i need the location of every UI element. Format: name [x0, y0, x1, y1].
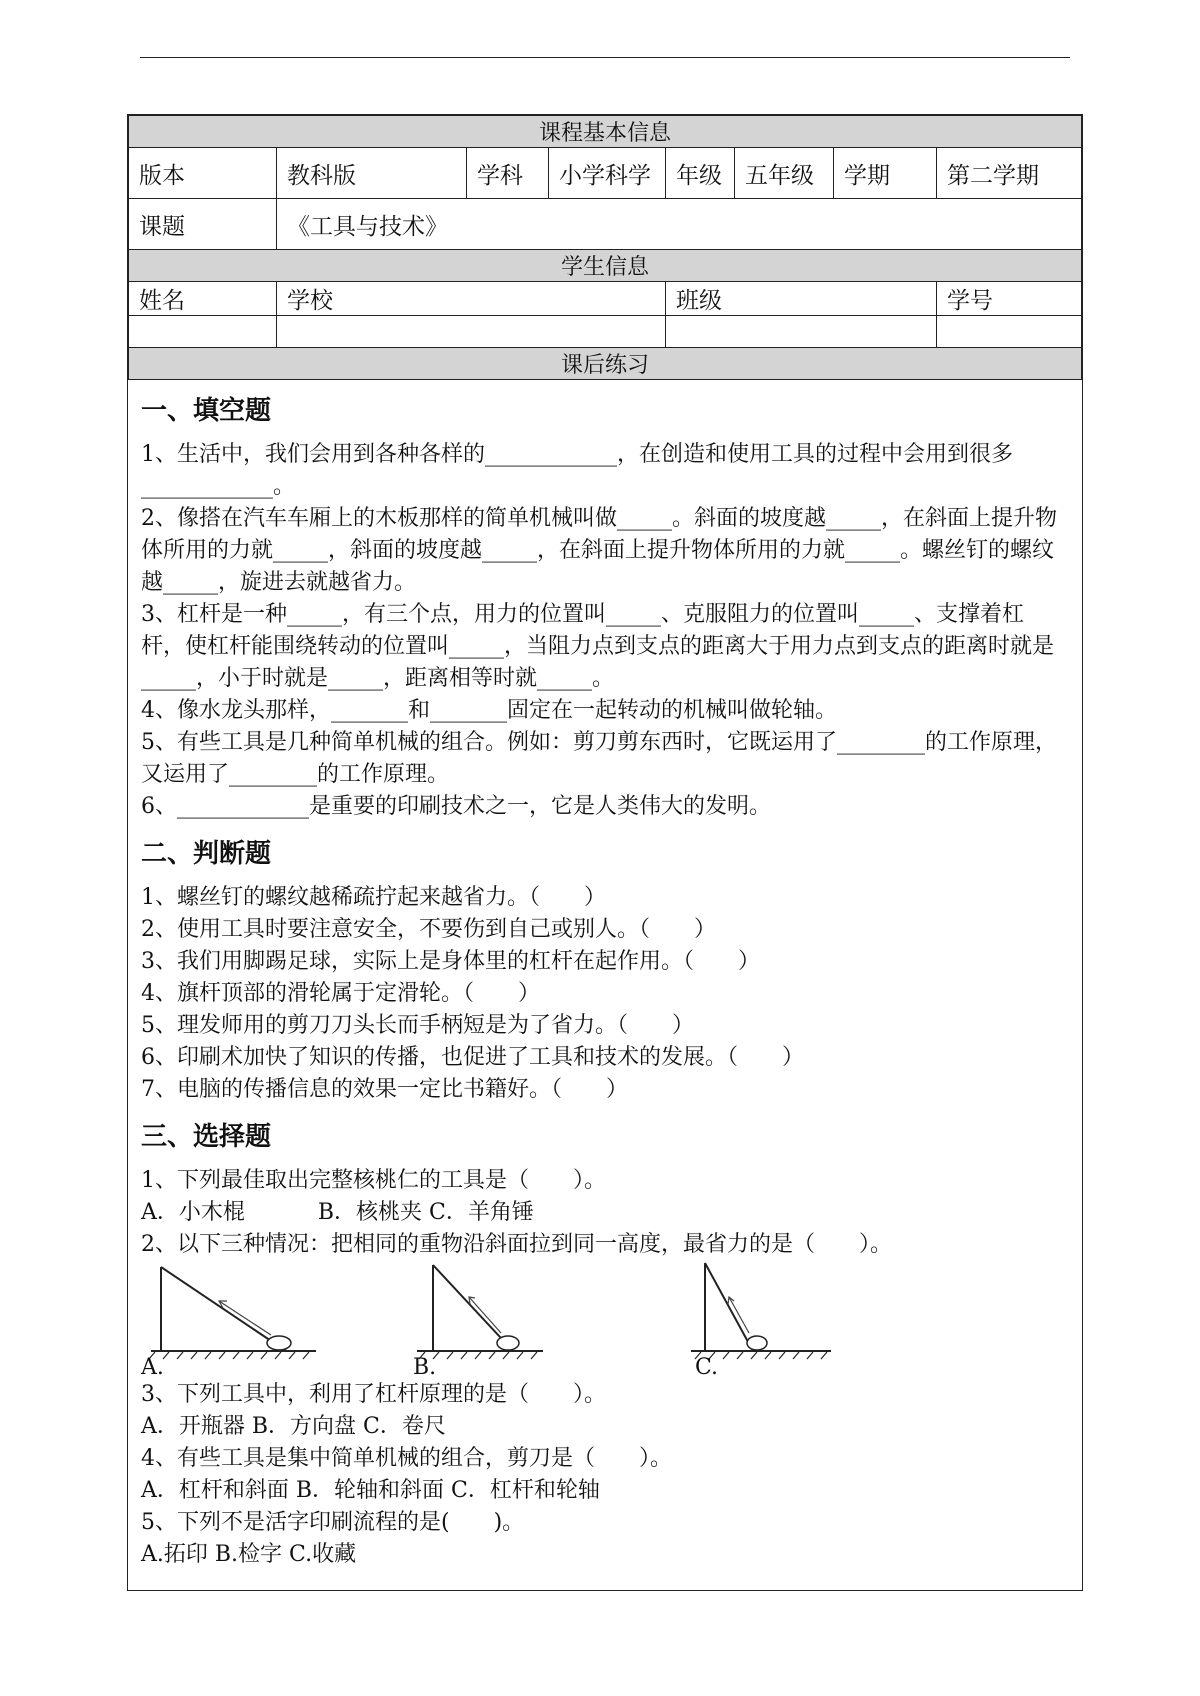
choice-question: 2、以下三种情况：把相同的重物沿斜面拉到同一高度，最省力的是（ ）。	[141, 1232, 892, 1257]
term-label: 学期	[834, 148, 937, 199]
id-field[interactable]	[937, 316, 1082, 348]
school-field[interactable]	[277, 316, 666, 348]
judge-question: 7、电脑的传播信息的效果一定比书籍好。（ ）	[141, 1077, 628, 1102]
choice-options: A.拓印 B.检字 C.收藏	[141, 1542, 357, 1567]
course-info-band: 课程基本信息	[129, 116, 1082, 148]
name-label: 姓名	[129, 282, 277, 316]
fill-question: 6、____________是重要的印刷技术之一，它是人类伟大的发明。	[141, 794, 771, 819]
term-value: 第二学期	[937, 148, 1082, 199]
fill-question: 3、杠杆是一种_____，有三个点，用力的位置叫_____、克服阻力的位置叫_____、支撑着杠杆，使杠杆能围绕转动的位置叫_____，当阻力点到支点的距离大于用力点到支点的距离时就是_____，小于时就是_____，距离相等时就_____。	[141, 602, 1055, 691]
judge-question: 4、旗杆顶部的滑轮属于定滑轮。（ ）	[141, 981, 540, 1006]
fill-question: 4、像水龙头那样，_______和_______固定在一起转动的机械叫做轮轴。	[141, 698, 837, 723]
fill-question: 2、像搭在汽车车厢上的木板那样的简单机械叫做_____。斜面的坡度越_____，在斜面上提升物体所用的力就_____，斜面的坡度越_____，在斜面上提升物体所用的力就_____。螺丝钉的螺纹越_____，旋进去就越省力。	[141, 506, 1057, 595]
grade-value: 五年级	[735, 148, 834, 199]
figure-label-c: C.	[695, 1355, 719, 1380]
judge-question: 3、我们用脚踢足球，实际上是身体里的杠杆在起作用。（ ）	[141, 949, 760, 974]
judge-question: 5、理发师用的剪刀刀头长而手柄短是为了省力。（ ）	[141, 1013, 694, 1038]
subject-value: 小学科学	[549, 148, 666, 199]
grade-label: 年级	[666, 148, 735, 199]
judge-section-title: 二、判断题	[141, 839, 272, 869]
exercise-body	[141, 390, 1066, 1571]
choice-options: A．开瓶器 B．方向盘 C．卷尺	[141, 1414, 446, 1439]
student-info-band: 学生信息	[129, 250, 1082, 282]
incline-figures	[141, 1261, 1066, 1379]
figure-label-b: B.	[413, 1355, 437, 1380]
course-info-table	[128, 115, 1082, 380]
topic-value: 《工具与技术》	[277, 199, 1082, 250]
choice-section-title: 三、选择题	[141, 1122, 272, 1152]
fill-question: 1、生活中，我们会用到各种各样的____________，在创造和使用工具的过程中会用到很多____________。	[141, 442, 1013, 499]
class-label: 班级	[666, 282, 937, 316]
judge-question: 2、使用工具时要注意安全，不要伤到自己或别人。（ ）	[141, 917, 716, 942]
choice-question: 4、有些工具是集中简单机械的组合，剪刀是（ ）。	[141, 1446, 672, 1471]
judge-question: 1、螺丝钉的螺纹越稀疏拧起来越省力。（ ）	[141, 885, 606, 910]
subject-label: 学科	[467, 148, 549, 199]
name-field[interactable]	[129, 316, 277, 348]
id-label: 学号	[937, 282, 1082, 316]
choice-question: 1、下列最佳取出完整核桃仁的工具是（ ）。	[141, 1168, 606, 1193]
choice-options: A．杠杆和斜面 B．轮轴和斜面 C．杠杆和轮轴	[141, 1478, 600, 1503]
incline-figure-b	[411, 1261, 551, 1361]
class-field[interactable]	[666, 316, 937, 348]
figure-label-a: A.	[141, 1355, 164, 1380]
fill-section-title: 一、填空题	[141, 396, 272, 426]
topic-label: 课题	[129, 199, 277, 250]
judge-question: 6、印刷术加快了知识的传播，也促进了工具和技术的发展。（ ）	[141, 1045, 804, 1070]
edition-label: 版本	[129, 148, 277, 199]
choice-question: 5、下列不是活字印刷流程的是( )。	[141, 1510, 525, 1535]
incline-figure-a	[141, 1261, 321, 1361]
exercise-band: 课后练习	[129, 348, 1082, 380]
fill-question: 5、有些工具是几种简单机械的组合。例如：剪刀剪东西时，它既运用了________的工作原理，又运用了________的工作原理。	[141, 730, 1057, 787]
header-rule	[140, 57, 1070, 58]
incline-figure-c	[691, 1261, 831, 1361]
school-label: 学校	[277, 282, 666, 316]
choice-options: A．小木棍 B．核桃夹 C．羊角锤	[141, 1200, 534, 1225]
choice-question: 3、下列工具中，利用了杠杆原理的是（ ）。	[141, 1382, 606, 1407]
edition-value: 教科版	[277, 148, 467, 199]
